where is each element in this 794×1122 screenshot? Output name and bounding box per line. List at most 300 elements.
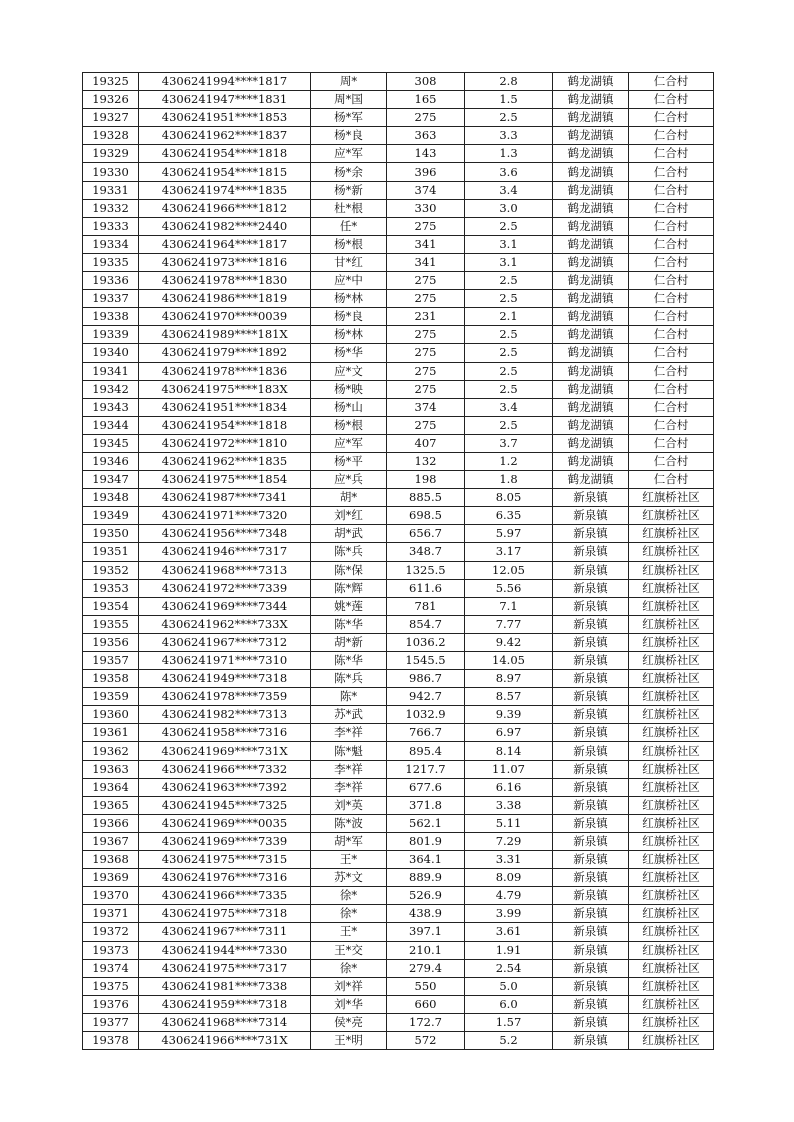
town-cell: 新泉镇 bbox=[553, 977, 629, 995]
area-cell: 5.0 bbox=[465, 977, 553, 995]
town-cell: 新泉镇 bbox=[553, 742, 629, 760]
amount-cell: 895.4 bbox=[387, 742, 465, 760]
village-cell: 仁合村 bbox=[629, 326, 714, 344]
amount-cell: 275 bbox=[387, 290, 465, 308]
area-cell: 1.8 bbox=[465, 471, 553, 489]
town-cell: 新泉镇 bbox=[553, 543, 629, 561]
area-cell: 2.5 bbox=[465, 380, 553, 398]
table-row bbox=[83, 724, 714, 742]
serial-number-cell: 19377 bbox=[83, 1013, 139, 1031]
area-cell: 2.5 bbox=[465, 217, 553, 235]
serial-number-cell: 19329 bbox=[83, 145, 139, 163]
village-cell: 仁合村 bbox=[629, 109, 714, 127]
id-number-cell: 4306241982****7313 bbox=[139, 706, 311, 724]
name-cell: 陈*辉 bbox=[311, 579, 387, 597]
village-cell: 仁合村 bbox=[629, 290, 714, 308]
id-number-cell: 4306241968****7313 bbox=[139, 561, 311, 579]
name-cell: 王*交 bbox=[311, 941, 387, 959]
amount-cell: 330 bbox=[387, 199, 465, 217]
area-cell: 7.1 bbox=[465, 597, 553, 615]
area-cell: 6.35 bbox=[465, 507, 553, 525]
town-cell: 鹤龙湖镇 bbox=[553, 362, 629, 380]
name-cell: 胡*武 bbox=[311, 525, 387, 543]
serial-number-cell: 19355 bbox=[83, 615, 139, 633]
id-number-cell: 4306241989****181X bbox=[139, 326, 311, 344]
town-cell: 鹤龙湖镇 bbox=[553, 91, 629, 109]
area-cell: 2.5 bbox=[465, 272, 553, 290]
table-row bbox=[83, 452, 714, 470]
area-cell: 11.07 bbox=[465, 760, 553, 778]
area-cell: 5.2 bbox=[465, 1031, 553, 1049]
serial-number-cell: 19361 bbox=[83, 724, 139, 742]
name-cell: 胡* bbox=[311, 489, 387, 507]
area-cell: 1.3 bbox=[465, 145, 553, 163]
id-number-cell: 4306241972****1810 bbox=[139, 434, 311, 452]
town-cell: 鹤龙湖镇 bbox=[553, 416, 629, 434]
town-cell: 新泉镇 bbox=[553, 814, 629, 832]
id-number-cell: 4306241975****7315 bbox=[139, 851, 311, 869]
village-cell: 仁合村 bbox=[629, 362, 714, 380]
serial-number-cell: 19375 bbox=[83, 977, 139, 995]
amount-cell: 172.7 bbox=[387, 1013, 465, 1031]
amount-cell: 341 bbox=[387, 253, 465, 271]
serial-number-cell: 19370 bbox=[83, 887, 139, 905]
area-cell: 1.91 bbox=[465, 941, 553, 959]
area-cell: 3.4 bbox=[465, 398, 553, 416]
amount-cell: 275 bbox=[387, 109, 465, 127]
name-cell: 刘*祥 bbox=[311, 977, 387, 995]
id-number-cell: 4306241962****1837 bbox=[139, 127, 311, 145]
serial-number-cell: 19359 bbox=[83, 688, 139, 706]
amount-cell: 781 bbox=[387, 597, 465, 615]
village-cell: 红旗桥社区 bbox=[629, 633, 714, 651]
serial-number-cell: 19338 bbox=[83, 308, 139, 326]
serial-number-cell: 19360 bbox=[83, 706, 139, 724]
town-cell: 新泉镇 bbox=[553, 489, 629, 507]
amount-cell: 677.6 bbox=[387, 778, 465, 796]
table-row bbox=[83, 597, 714, 615]
village-cell: 仁合村 bbox=[629, 145, 714, 163]
serial-number-cell: 19368 bbox=[83, 851, 139, 869]
name-cell: 李*祥 bbox=[311, 760, 387, 778]
amount-cell: 374 bbox=[387, 181, 465, 199]
amount-cell: 611.6 bbox=[387, 579, 465, 597]
table-row bbox=[83, 109, 714, 127]
serial-number-cell: 19336 bbox=[83, 272, 139, 290]
serial-number-cell: 19362 bbox=[83, 742, 139, 760]
table-row bbox=[83, 615, 714, 633]
name-cell: 徐* bbox=[311, 959, 387, 977]
id-number-cell: 4306241987****7341 bbox=[139, 489, 311, 507]
village-cell: 红旗桥社区 bbox=[629, 760, 714, 778]
table-row bbox=[83, 670, 714, 688]
town-cell: 新泉镇 bbox=[553, 507, 629, 525]
id-number-cell: 4306241951****1853 bbox=[139, 109, 311, 127]
id-number-cell: 4306241963****7392 bbox=[139, 778, 311, 796]
village-cell: 红旗桥社区 bbox=[629, 832, 714, 850]
name-cell: 杨*余 bbox=[311, 163, 387, 181]
serial-number-cell: 19353 bbox=[83, 579, 139, 597]
town-cell: 鹤龙湖镇 bbox=[553, 163, 629, 181]
serial-number-cell: 19339 bbox=[83, 326, 139, 344]
area-cell: 3.4 bbox=[465, 181, 553, 199]
town-cell: 新泉镇 bbox=[553, 959, 629, 977]
village-cell: 仁合村 bbox=[629, 91, 714, 109]
town-cell: 鹤龙湖镇 bbox=[553, 235, 629, 253]
serial-number-cell: 19337 bbox=[83, 290, 139, 308]
serial-number-cell: 19349 bbox=[83, 507, 139, 525]
serial-number-cell: 19358 bbox=[83, 670, 139, 688]
id-number-cell: 4306241986****1819 bbox=[139, 290, 311, 308]
town-cell: 新泉镇 bbox=[553, 525, 629, 543]
name-cell: 周* bbox=[311, 73, 387, 91]
village-cell: 仁合村 bbox=[629, 434, 714, 452]
serial-number-cell: 19364 bbox=[83, 778, 139, 796]
amount-cell: 1545.5 bbox=[387, 652, 465, 670]
serial-number-cell: 19371 bbox=[83, 905, 139, 923]
town-cell: 新泉镇 bbox=[553, 832, 629, 850]
serial-number-cell: 19334 bbox=[83, 235, 139, 253]
table-row bbox=[83, 217, 714, 235]
serial-number-cell: 19356 bbox=[83, 633, 139, 651]
table-row bbox=[83, 796, 714, 814]
table-row bbox=[83, 73, 714, 91]
village-cell: 红旗桥社区 bbox=[629, 796, 714, 814]
name-cell: 杨*林 bbox=[311, 326, 387, 344]
serial-number-cell: 19378 bbox=[83, 1031, 139, 1049]
table-row bbox=[83, 181, 714, 199]
table-row bbox=[83, 272, 714, 290]
table-row bbox=[83, 688, 714, 706]
village-cell: 红旗桥社区 bbox=[629, 778, 714, 796]
town-cell: 新泉镇 bbox=[553, 724, 629, 742]
serial-number-cell: 19325 bbox=[83, 73, 139, 91]
serial-number-cell: 19367 bbox=[83, 832, 139, 850]
area-cell: 3.3 bbox=[465, 127, 553, 145]
serial-number-cell: 19345 bbox=[83, 434, 139, 452]
table-row bbox=[83, 416, 714, 434]
serial-number-cell: 19346 bbox=[83, 452, 139, 470]
table-row bbox=[83, 326, 714, 344]
name-cell: 李*祥 bbox=[311, 724, 387, 742]
town-cell: 鹤龙湖镇 bbox=[553, 398, 629, 416]
serial-number-cell: 19340 bbox=[83, 344, 139, 362]
amount-cell: 279.4 bbox=[387, 959, 465, 977]
table-row bbox=[83, 832, 714, 850]
amount-cell: 854.7 bbox=[387, 615, 465, 633]
village-cell: 仁合村 bbox=[629, 199, 714, 217]
name-cell: 杨*良 bbox=[311, 127, 387, 145]
id-number-cell: 4306241994****1817 bbox=[139, 73, 311, 91]
serial-number-cell: 19366 bbox=[83, 814, 139, 832]
amount-cell: 1032.9 bbox=[387, 706, 465, 724]
name-cell: 胡*军 bbox=[311, 832, 387, 850]
area-cell: 2.5 bbox=[465, 290, 553, 308]
table-row bbox=[83, 308, 714, 326]
serial-number-cell: 19342 bbox=[83, 380, 139, 398]
name-cell: 陈*华 bbox=[311, 652, 387, 670]
id-number-cell: 4306241974****1835 bbox=[139, 181, 311, 199]
table-row bbox=[83, 977, 714, 995]
table-row bbox=[83, 742, 714, 760]
id-number-cell: 4306241969****7344 bbox=[139, 597, 311, 615]
village-cell: 仁合村 bbox=[629, 235, 714, 253]
town-cell: 新泉镇 bbox=[553, 670, 629, 688]
town-cell: 新泉镇 bbox=[553, 615, 629, 633]
id-number-cell: 4306241954****1815 bbox=[139, 163, 311, 181]
name-cell: 徐* bbox=[311, 905, 387, 923]
name-cell: 苏*文 bbox=[311, 869, 387, 887]
area-cell: 5.97 bbox=[465, 525, 553, 543]
amount-cell: 1325.5 bbox=[387, 561, 465, 579]
name-cell: 杨*新 bbox=[311, 181, 387, 199]
area-cell: 2.54 bbox=[465, 959, 553, 977]
village-cell: 红旗桥社区 bbox=[629, 1031, 714, 1049]
area-cell: 9.39 bbox=[465, 706, 553, 724]
table-row bbox=[83, 434, 714, 452]
table-row bbox=[83, 905, 714, 923]
id-number-cell: 4306241947****1831 bbox=[139, 91, 311, 109]
table-row bbox=[83, 760, 714, 778]
village-cell: 仁合村 bbox=[629, 380, 714, 398]
amount-cell: 341 bbox=[387, 235, 465, 253]
table-row bbox=[83, 923, 714, 941]
amount-cell: 275 bbox=[387, 362, 465, 380]
id-number-cell: 4306241973****1816 bbox=[139, 253, 311, 271]
area-cell: 5.56 bbox=[465, 579, 553, 597]
town-cell: 新泉镇 bbox=[553, 561, 629, 579]
name-cell: 任* bbox=[311, 217, 387, 235]
town-cell: 新泉镇 bbox=[553, 760, 629, 778]
village-cell: 红旗桥社区 bbox=[629, 851, 714, 869]
table-row bbox=[83, 398, 714, 416]
village-cell: 红旗桥社区 bbox=[629, 923, 714, 941]
table-row bbox=[83, 579, 714, 597]
id-number-cell: 4306241954****1818 bbox=[139, 416, 311, 434]
village-cell: 红旗桥社区 bbox=[629, 688, 714, 706]
table-row bbox=[83, 652, 714, 670]
serial-number-cell: 19331 bbox=[83, 181, 139, 199]
id-number-cell: 4306241966****1812 bbox=[139, 199, 311, 217]
village-cell: 红旗桥社区 bbox=[629, 869, 714, 887]
serial-number-cell: 19327 bbox=[83, 109, 139, 127]
id-number-cell: 4306241975****1854 bbox=[139, 471, 311, 489]
amount-cell: 165 bbox=[387, 91, 465, 109]
area-cell: 9.42 bbox=[465, 633, 553, 651]
table-row bbox=[83, 543, 714, 561]
amount-cell: 231 bbox=[387, 308, 465, 326]
name-cell: 杨*华 bbox=[311, 344, 387, 362]
name-cell: 陈* bbox=[311, 688, 387, 706]
name-cell: 侯*亮 bbox=[311, 1013, 387, 1031]
records-table-body bbox=[83, 73, 714, 1050]
id-number-cell: 4306241970****0039 bbox=[139, 308, 311, 326]
table-row bbox=[83, 471, 714, 489]
id-number-cell: 4306241954****1818 bbox=[139, 145, 311, 163]
serial-number-cell: 19365 bbox=[83, 796, 139, 814]
id-number-cell: 4306241959****7318 bbox=[139, 995, 311, 1013]
id-number-cell: 4306241967****7311 bbox=[139, 923, 311, 941]
table-row bbox=[83, 127, 714, 145]
id-number-cell: 4306241946****7317 bbox=[139, 543, 311, 561]
table-row bbox=[83, 235, 714, 253]
area-cell: 3.1 bbox=[465, 235, 553, 253]
area-cell: 5.11 bbox=[465, 814, 553, 832]
serial-number-cell: 19335 bbox=[83, 253, 139, 271]
village-cell: 红旗桥社区 bbox=[629, 579, 714, 597]
area-cell: 8.05 bbox=[465, 489, 553, 507]
amount-cell: 275 bbox=[387, 326, 465, 344]
serial-number-cell: 19332 bbox=[83, 199, 139, 217]
village-cell: 仁合村 bbox=[629, 452, 714, 470]
table-row bbox=[83, 851, 714, 869]
amount-cell: 198 bbox=[387, 471, 465, 489]
area-cell: 3.7 bbox=[465, 434, 553, 452]
serial-number-cell: 19372 bbox=[83, 923, 139, 941]
village-cell: 红旗桥社区 bbox=[629, 959, 714, 977]
name-cell: 王*明 bbox=[311, 1031, 387, 1049]
town-cell: 新泉镇 bbox=[553, 597, 629, 615]
id-number-cell: 4306241982****2440 bbox=[139, 217, 311, 235]
table-row bbox=[83, 561, 714, 579]
id-number-cell: 4306241966****7332 bbox=[139, 760, 311, 778]
area-cell: 2.8 bbox=[465, 73, 553, 91]
town-cell: 鹤龙湖镇 bbox=[553, 73, 629, 91]
name-cell: 胡*新 bbox=[311, 633, 387, 651]
town-cell: 新泉镇 bbox=[553, 706, 629, 724]
village-cell: 仁合村 bbox=[629, 181, 714, 199]
area-cell: 6.16 bbox=[465, 778, 553, 796]
serial-number-cell: 19348 bbox=[83, 489, 139, 507]
table-row bbox=[83, 814, 714, 832]
town-cell: 新泉镇 bbox=[553, 579, 629, 597]
id-number-cell: 4306241971****7320 bbox=[139, 507, 311, 525]
amount-cell: 562.1 bbox=[387, 814, 465, 832]
town-cell: 鹤龙湖镇 bbox=[553, 326, 629, 344]
town-cell: 鹤龙湖镇 bbox=[553, 344, 629, 362]
amount-cell: 885.5 bbox=[387, 489, 465, 507]
area-cell: 3.0 bbox=[465, 199, 553, 217]
id-number-cell: 4306241971****7310 bbox=[139, 652, 311, 670]
town-cell: 新泉镇 bbox=[553, 1013, 629, 1031]
serial-number-cell: 19363 bbox=[83, 760, 139, 778]
amount-cell: 396 bbox=[387, 163, 465, 181]
name-cell: 杜*根 bbox=[311, 199, 387, 217]
serial-number-cell: 19350 bbox=[83, 525, 139, 543]
amount-cell: 942.7 bbox=[387, 688, 465, 706]
area-cell: 3.61 bbox=[465, 923, 553, 941]
village-cell: 红旗桥社区 bbox=[629, 525, 714, 543]
town-cell: 鹤龙湖镇 bbox=[553, 217, 629, 235]
amount-cell: 308 bbox=[387, 73, 465, 91]
table-row bbox=[83, 344, 714, 362]
serial-number-cell: 19369 bbox=[83, 869, 139, 887]
name-cell: 应*军 bbox=[311, 434, 387, 452]
amount-cell: 801.9 bbox=[387, 832, 465, 850]
table-row bbox=[83, 163, 714, 181]
serial-number-cell: 19376 bbox=[83, 995, 139, 1013]
name-cell: 陈*兵 bbox=[311, 670, 387, 688]
amount-cell: 986.7 bbox=[387, 670, 465, 688]
area-cell: 8.14 bbox=[465, 742, 553, 760]
serial-number-cell: 19351 bbox=[83, 543, 139, 561]
serial-number-cell: 19374 bbox=[83, 959, 139, 977]
area-cell: 8.97 bbox=[465, 670, 553, 688]
id-number-cell: 4306241981****7338 bbox=[139, 977, 311, 995]
table-row bbox=[83, 362, 714, 380]
village-cell: 红旗桥社区 bbox=[629, 724, 714, 742]
amount-cell: 656.7 bbox=[387, 525, 465, 543]
name-cell: 应*文 bbox=[311, 362, 387, 380]
name-cell: 陈*华 bbox=[311, 615, 387, 633]
name-cell: 杨*山 bbox=[311, 398, 387, 416]
area-cell: 2.5 bbox=[465, 344, 553, 362]
amount-cell: 438.9 bbox=[387, 905, 465, 923]
town-cell: 鹤龙湖镇 bbox=[553, 181, 629, 199]
serial-number-cell: 19373 bbox=[83, 941, 139, 959]
town-cell: 鹤龙湖镇 bbox=[553, 145, 629, 163]
village-cell: 红旗桥社区 bbox=[629, 887, 714, 905]
town-cell: 鹤龙湖镇 bbox=[553, 380, 629, 398]
village-cell: 红旗桥社区 bbox=[629, 561, 714, 579]
village-cell: 红旗桥社区 bbox=[629, 1013, 714, 1031]
name-cell: 应*兵 bbox=[311, 471, 387, 489]
town-cell: 鹤龙湖镇 bbox=[553, 471, 629, 489]
id-number-cell: 4306241966****7335 bbox=[139, 887, 311, 905]
village-cell: 仁合村 bbox=[629, 272, 714, 290]
town-cell: 新泉镇 bbox=[553, 796, 629, 814]
village-cell: 仁合村 bbox=[629, 416, 714, 434]
town-cell: 鹤龙湖镇 bbox=[553, 109, 629, 127]
town-cell: 新泉镇 bbox=[553, 869, 629, 887]
id-number-cell: 4306241944****7330 bbox=[139, 941, 311, 959]
area-cell: 1.57 bbox=[465, 1013, 553, 1031]
table-row bbox=[83, 199, 714, 217]
amount-cell: 1036.2 bbox=[387, 633, 465, 651]
area-cell: 2.5 bbox=[465, 362, 553, 380]
amount-cell: 397.1 bbox=[387, 923, 465, 941]
amount-cell: 275 bbox=[387, 272, 465, 290]
village-cell: 红旗桥社区 bbox=[629, 670, 714, 688]
village-cell: 红旗桥社区 bbox=[629, 706, 714, 724]
village-cell: 仁合村 bbox=[629, 217, 714, 235]
id-number-cell: 4306241975****183X bbox=[139, 380, 311, 398]
serial-number-cell: 19354 bbox=[83, 597, 139, 615]
id-number-cell: 4306241945****7325 bbox=[139, 796, 311, 814]
id-number-cell: 4306241969****0035 bbox=[139, 814, 311, 832]
amount-cell: 550 bbox=[387, 977, 465, 995]
town-cell: 新泉镇 bbox=[553, 1031, 629, 1049]
area-cell: 12.05 bbox=[465, 561, 553, 579]
id-number-cell: 4306241956****7348 bbox=[139, 525, 311, 543]
village-cell: 红旗桥社区 bbox=[629, 489, 714, 507]
area-cell: 2.1 bbox=[465, 308, 553, 326]
village-cell: 红旗桥社区 bbox=[629, 543, 714, 561]
amount-cell: 371.8 bbox=[387, 796, 465, 814]
id-number-cell: 4306241975****7318 bbox=[139, 905, 311, 923]
village-cell: 红旗桥社区 bbox=[629, 652, 714, 670]
table-row bbox=[83, 941, 714, 959]
village-cell: 仁合村 bbox=[629, 398, 714, 416]
amount-cell: 660 bbox=[387, 995, 465, 1013]
area-cell: 3.99 bbox=[465, 905, 553, 923]
id-number-cell: 4306241962****733X bbox=[139, 615, 311, 633]
name-cell: 杨*映 bbox=[311, 380, 387, 398]
area-cell: 3.1 bbox=[465, 253, 553, 271]
village-cell: 红旗桥社区 bbox=[629, 941, 714, 959]
area-cell: 1.5 bbox=[465, 91, 553, 109]
table-row bbox=[83, 633, 714, 651]
